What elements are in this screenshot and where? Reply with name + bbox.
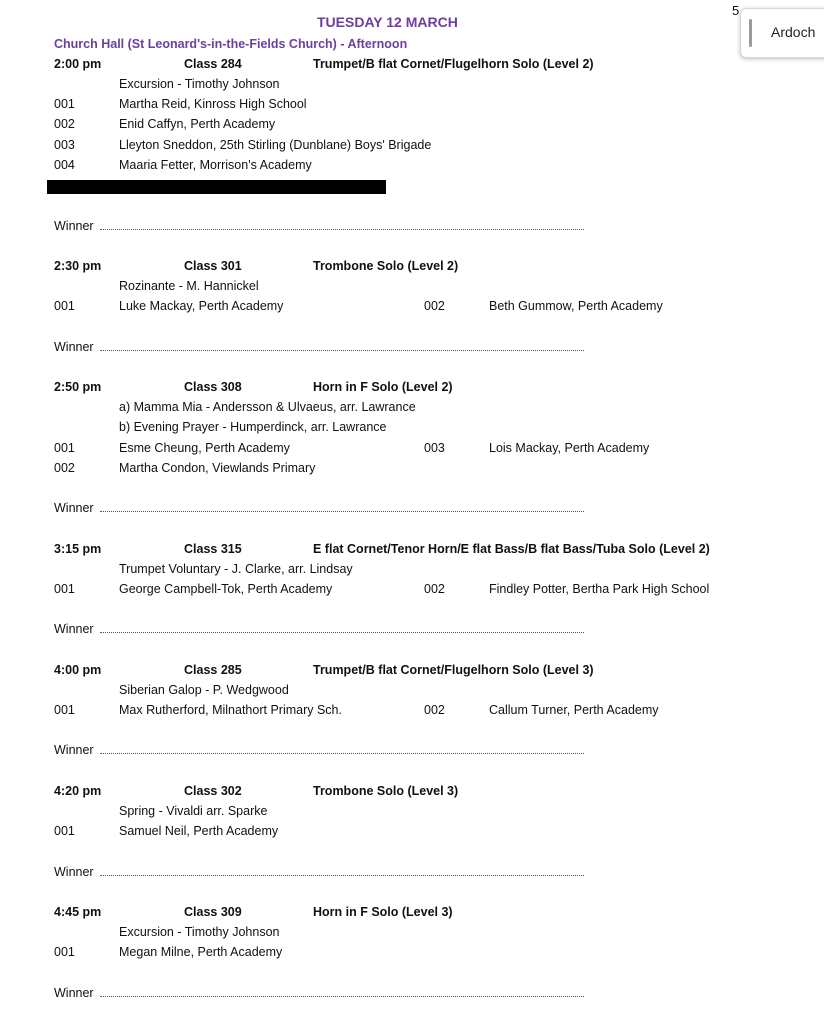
entrant-name: Samuel Neil, Perth Academy (119, 824, 279, 838)
entrant-number: 001 (54, 582, 75, 596)
drag-handle-icon[interactable] (749, 19, 752, 47)
test-piece: Trumpet Voluntary - J. Clarke, arr. Lindsay (119, 562, 353, 576)
session-time: 4:20 pm (54, 784, 102, 798)
session-time: 4:45 pm (54, 905, 102, 919)
winner-label: Winner (54, 340, 94, 354)
session-title: Trombone Solo (Level 2) (313, 259, 459, 273)
test-piece: Spring - Vivaldi arr. Sparke (119, 804, 268, 818)
test-piece: Rozinante - M. Hannickel (119, 279, 259, 293)
entrant-number: 004 (54, 158, 75, 172)
entrant-name: Esme Cheung, Perth Academy (119, 441, 290, 455)
entrant-number: 001 (54, 97, 75, 111)
winner-label: Winner (54, 865, 94, 879)
winner-label: Winner (54, 743, 94, 757)
winner-line (100, 751, 584, 754)
session-time: 4:00 pm (54, 663, 102, 677)
session-time: 2:50 pm (54, 380, 102, 394)
entrant-name: Martha Condon, Viewlands Primary (119, 461, 316, 475)
entrant-name: George Campbell-Tok, Perth Academy (119, 582, 333, 596)
session-class: Class 285 (184, 663, 242, 677)
session-title: Horn in F Solo (Level 2) (313, 380, 453, 394)
session-time: 2:30 pm (54, 259, 102, 273)
winner-label: Winner (54, 501, 94, 515)
session-title: E flat Cornet/Tenor Horn/E flat Bass/B flat Bass/Tuba Solo (Level 2) (313, 542, 710, 556)
winner-line (100, 630, 584, 633)
entrant-number: 001 (54, 299, 75, 313)
winner-line (100, 994, 584, 997)
session-time: 2:00 pm (54, 57, 102, 71)
entrant-number: 003 (424, 441, 445, 455)
session-title: Trombone Solo (Level 3) (313, 784, 459, 798)
entrant-name: Lois Mackay, Perth Academy (489, 441, 650, 455)
entrant-name: Enid Caffyn, Perth Academy (119, 117, 276, 131)
entrant-number: 001 (54, 703, 75, 717)
entrant-number: 001 (54, 441, 75, 455)
session-class: Class 309 (184, 905, 242, 919)
entrant-number: 002 (424, 582, 445, 596)
winner-label: Winner (54, 219, 94, 233)
session-title: Trumpet/B flat Cornet/Flugelhorn Solo (Level 3) (313, 663, 594, 677)
entrant-name: Lleyton Sneddon, 25th Stirling (Dunblane) Boys' Brigade (119, 138, 432, 152)
session-title: Horn in F Solo (Level 3) (313, 905, 453, 919)
entrant-name: Luke Mackay, Perth Academy (119, 299, 284, 313)
entrant-name: Beth Gummow, Perth Academy (489, 299, 663, 313)
entrant-name: Martha Reid, Kinross High School (119, 97, 307, 111)
test-piece: Siberian Galop - P. Wedgwood (119, 683, 289, 697)
tab-label: Ardoch (771, 24, 816, 40)
day-title: TUESDAY 12 MARCH (317, 14, 458, 30)
redaction-bar (47, 180, 386, 194)
entrant-number: 002 (54, 461, 75, 475)
session-class: Class 284 (184, 57, 242, 71)
entrant-name: Callum Turner, Perth Academy (489, 703, 659, 717)
ardoch-tab[interactable] (740, 8, 824, 58)
entrant-number: 002 (424, 299, 445, 313)
entrant-name: Megan Milne, Perth Academy (119, 945, 283, 959)
entrant-name: Maaria Fetter, Morrison's Academy (119, 158, 312, 172)
session-class: Class 315 (184, 542, 242, 556)
entrant-number: 002 (54, 117, 75, 131)
entrant-number: 001 (54, 945, 75, 959)
winner-line (100, 227, 584, 230)
session-class: Class 301 (184, 259, 242, 273)
session-class: Class 302 (184, 784, 242, 798)
test-piece: Excursion - Timothy Johnson (119, 77, 280, 91)
winner-label: Winner (54, 622, 94, 636)
test-piece: b) Evening Prayer - Humperdinck, arr. Lawrance (119, 420, 387, 434)
test-piece: a) Mamma Mia - Andersson & Ulvaeus, arr. Lawrance (119, 400, 416, 414)
session-title: Trumpet/B flat Cornet/Flugelhorn Solo (Level 2) (313, 57, 594, 71)
winner-label: Winner (54, 986, 94, 1000)
entrant-name: Findley Potter, Bertha Park High School (489, 582, 710, 596)
entrant-number: 003 (54, 138, 75, 152)
winner-line (100, 873, 584, 876)
entrant-name: Max Rutherford, Milnathort Primary Sch. (119, 703, 342, 717)
test-piece: Excursion - Timothy Johnson (119, 925, 280, 939)
venue-heading: Church Hall (St Leonard's-in-the-Fields Church) - Afternoon (54, 37, 408, 51)
entrant-number: 001 (54, 824, 75, 838)
page-number: 5 (732, 3, 740, 18)
winner-line (100, 509, 584, 512)
session-time: 3:15 pm (54, 542, 102, 556)
entrant-number: 002 (424, 703, 445, 717)
winner-line (100, 348, 584, 351)
session-class: Class 308 (184, 380, 242, 394)
